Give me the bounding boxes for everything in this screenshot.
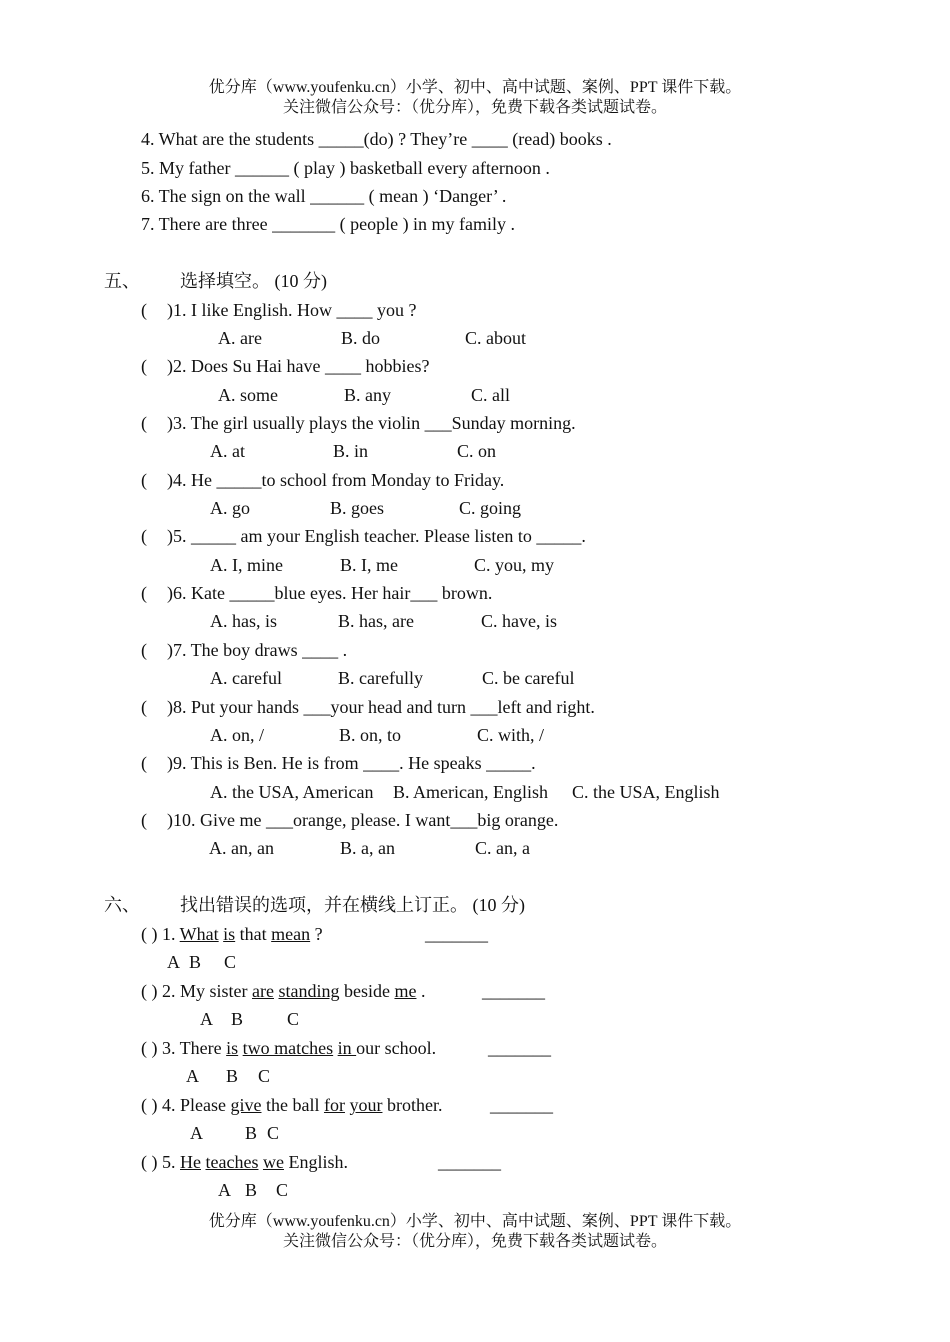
choice-c-text: your [349,1095,383,1115]
footer-line-2: 关注微信公众号：（优分库），免费下载各类试题试卷。 [282,1233,667,1250]
answer-paren[interactable]: ( [141,697,147,717]
choice-c-text: mean [271,924,311,944]
answer-paren[interactable]: ( [141,526,147,546]
mc-question-3 [141,412,576,434]
choice-a-text: are [252,981,274,1001]
option-b: B. any [344,385,391,405]
option-a: A. go [210,498,250,518]
answer-paren[interactable]: ( [141,753,147,773]
correction-blank[interactable]: _______ [482,981,545,1001]
option-b: B. a, an [340,838,395,858]
option-c: C. about [465,328,526,348]
choice-a-text: What [179,924,219,944]
verb-item-5: 5. My father ______ ( play ) basketball every afternoon . [141,158,550,178]
header-line-2: 关注微信公众号：（优分库），免费下载各类试题试卷。 [282,99,667,116]
label-c: C [224,952,237,972]
question-prefix: ( ) 2. My sister [141,981,252,1001]
option-b: B. goes [330,498,384,518]
choice-b-text: standing [278,981,340,1001]
verb-item-7: 7. There are three _______ ( people ) in my family . [141,214,516,234]
question-stem: )10. Give me ___orange, please. I want___big orange. [167,810,559,830]
option-c: C. on [457,441,497,461]
label-c: C [276,1180,289,1200]
question-prefix: ( ) 3. There [141,1038,227,1058]
choice-b-text: two matches [242,1038,334,1058]
option-c: C. going [459,498,522,518]
mc-question-5 [141,525,586,547]
choice-c-text: we [262,1152,284,1172]
answer-paren[interactable]: ( [141,413,147,433]
error-question-3: ( ) 3. There is two matches in our school. [141,1038,437,1058]
label-b: B [231,1009,244,1029]
error-question-2: ( ) 2. My sister are standing beside me . [141,981,426,1001]
question-stem: )9. This is Ben. He is from ____. He speaks _____. [167,753,536,773]
question-stem: )8. Put your hands ___your head and turn ___left and right. [167,697,595,717]
correction-blank[interactable]: _______ [438,1152,501,1172]
mc-question-4 [141,469,504,491]
footer-line-1: 优分库（www.youfenku.cn）小学、初中、高中试题、案例、PPT 课件下载。 [208,1213,742,1230]
option-c: C. an, a [475,838,530,858]
mc-question-2 [141,355,429,377]
question-stem: )3. The girl usually plays the violin ___Sunday morning. [167,413,576,433]
label-b: B [189,952,202,972]
correction-blank[interactable]: _______ [425,924,488,944]
label-c: C [258,1066,271,1086]
error-question-5: ( ) 5. He teaches we English. [141,1152,348,1172]
option-b: B. American, English [393,782,548,802]
label-c: C [287,1009,300,1029]
question-prefix: ( ) 4. Please [141,1095,231,1115]
answer-paren[interactable]: ( [141,300,147,320]
mc-question-9 [141,752,536,774]
answer-paren[interactable]: ( [141,470,147,490]
option-b: B. in [333,441,369,461]
answer-paren[interactable]: ( [141,640,147,660]
label-c: C [267,1123,280,1143]
choice-b-text: teaches [205,1152,259,1172]
choice-a-text: He [180,1152,201,1172]
option-b: B. do [341,328,381,348]
option-a: A. some [218,385,278,405]
option-a: A. on, / [210,725,264,745]
question-stem: )4. He _____to school from Monday to Friday. [167,470,505,490]
correction-blank[interactable]: _______ [488,1038,551,1058]
label-b: B [245,1123,258,1143]
answer-paren[interactable]: ( [141,583,147,603]
section6-title: 找出错误的选项，并在横线上订正。 (10 分) [180,895,525,915]
choice-a-text: is [226,1038,239,1058]
error-question-4: ( ) 4. Please give the ball for your brother. [141,1095,443,1115]
question-stem: )6. Kate _____blue eyes. Her hair___ brown. [167,583,493,603]
section5-number: 五、 [104,271,140,291]
mc-question-6 [141,582,492,604]
answer-paren[interactable]: ( [141,356,147,376]
option-c: C. the USA, English [572,782,720,802]
question-prefix: ( ) 1. [141,924,180,944]
answer-paren[interactable]: ( [141,810,147,830]
label-b: B [226,1066,239,1086]
option-b: B. I, me [340,555,398,575]
option-b: B. has, are [338,611,414,631]
question-prefix: ( ) 5. [141,1152,180,1172]
option-a: A. an, an [209,838,274,858]
mc-question-1 [141,299,416,321]
question-stem: )1. I like English. How ____ you ? [167,300,417,320]
label-a: A [190,1123,203,1143]
label-a: A [167,952,180,972]
choice-c-text: me [394,981,417,1001]
question-stem: )2. Does Su Hai have ____ hobbies? [167,356,430,376]
header-line-1: 优分库（www.youfenku.cn）小学、初中、高中试题、案例、PPT 课件下载。 [208,79,742,96]
option-c: C. all [471,385,510,405]
choice-c-text: in [337,1038,357,1058]
option-c: C. you, my [474,555,555,575]
section6-number: 六、 [104,895,140,915]
option-a: A. careful [210,668,282,688]
option-a: A. the USA, American [210,782,374,802]
label-b: B [245,1180,258,1200]
verb-item-4: 4. What are the students _____(do) ? They’re ____ (read) books . [141,129,612,149]
mc-question-7 [141,639,347,661]
option-c: C. have, is [481,611,557,631]
choice-b-text: for [323,1095,345,1115]
label-a: A [218,1180,231,1200]
choice-a-text: give [230,1095,262,1115]
mc-question-8 [141,696,595,718]
option-c: C. with, / [477,725,545,745]
option-a: A. at [210,441,245,461]
option-c: C. be careful [482,668,575,688]
verb-item-6: 6. The sign on the wall ______ ( mean ) ‘Danger’ . [141,186,507,206]
error-question-1: ( ) 1. What is that mean ? [141,924,323,944]
correction-blank[interactable]: _______ [490,1095,553,1115]
label-a: A [200,1009,213,1029]
label-a: A [186,1066,199,1086]
option-a: A. I, mine [210,555,283,575]
section5-title: 选择填空。 (10 分) [180,271,327,291]
mc-question-10 [141,809,558,831]
question-stem: )7. The boy draws ____ . [167,640,348,660]
option-b: B. on, to [339,725,402,745]
choice-b-text: is [223,924,236,944]
option-a: A. are [218,328,262,348]
option-b: B. carefully [338,668,423,688]
option-a: A. has, is [210,611,277,631]
question-stem: )5. _____ am your English teacher. Please listen to _____. [167,526,586,546]
